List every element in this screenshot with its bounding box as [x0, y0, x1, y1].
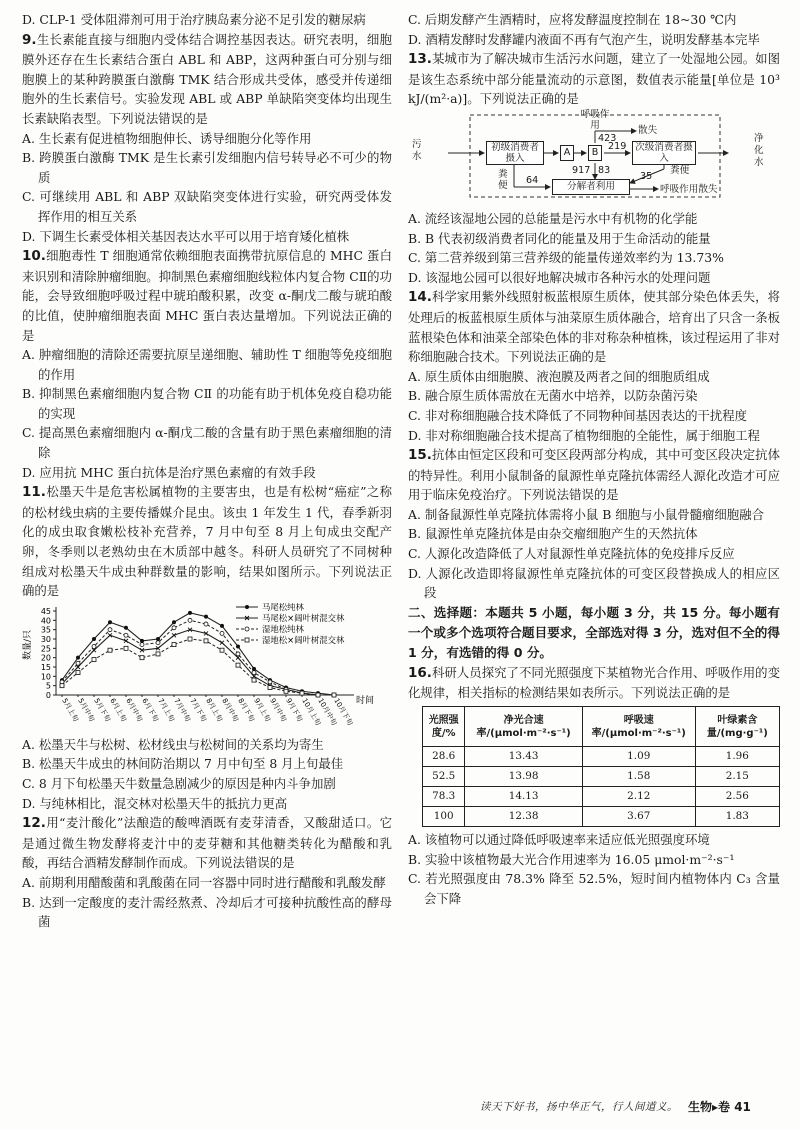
table-cell: 13.43 [465, 747, 582, 767]
data-point [124, 633, 128, 637]
value-83: 83 [598, 164, 611, 176]
left-column [22, 10, 392, 932]
y-tick-label: 10 [40, 672, 51, 682]
respiration-label: 呼吸作用 [580, 108, 610, 131]
node-a-label: A [563, 147, 571, 159]
legend-marker [245, 627, 249, 631]
data-point [316, 693, 320, 697]
table-cell: 2.15 [695, 767, 779, 787]
x-tick-label: 9月下旬 [284, 696, 304, 723]
population-line-chart [22, 603, 392, 733]
legend-marker [245, 605, 249, 609]
legend-label: 湿地松×阔叶树混交林 [262, 634, 345, 645]
data-point [188, 611, 192, 615]
x-tick-label: 8月上旬 [204, 696, 224, 723]
table-cell: 52.5 [423, 767, 465, 787]
option: C. 人源化改造降低了人对鼠源性单克隆抗体的免疫排斥反应 [408, 546, 735, 562]
option: C. 第二营养级到第三营养级的能量传递效率约为 13.73% [408, 250, 724, 266]
right-column [408, 10, 780, 908]
node-b-box [588, 145, 602, 161]
option: C. 非对称细胞融合技术降低了不同物种间基因表达的干扰程度 [408, 407, 748, 423]
option: B. 跨膜蛋白激酶 TMK 是生长素引发细胞内信号转导必不可少的物质 [22, 150, 392, 185]
x-tick-label: 5月上旬 [60, 696, 80, 723]
data-point [332, 693, 336, 697]
table-cell: 1.96 [695, 747, 779, 767]
data-point [172, 626, 176, 630]
question-12 [22, 813, 392, 932]
table-row [423, 787, 780, 807]
section-heading: 二、选择题：本题共 5 小题，每小题 3 分，共 15 分。每小题有一个或多个选项符合题目要求，全部选对得 3 分，选对但不全的得 1 分，有选错的得 0 分。 [408, 604, 780, 660]
legend-label: 马尾松×阔叶树混交林 [262, 612, 345, 623]
option: B. 达到一定酸度的麦汁需经熬煮、冷却后才可接种抗酸性高的酵母菌 [22, 894, 392, 930]
data-point [220, 624, 224, 628]
x-tick-label: 5月下旬 [92, 696, 112, 723]
y-tick-label: 20 [40, 653, 51, 663]
option: D. 下调生长素受体相关基因表达水平可以用于培育矮化植株 [22, 228, 350, 244]
table-cell: 2.56 [695, 787, 779, 807]
x-tick-label: 6月中旬 [124, 696, 144, 723]
x-tick-label: 8月下旬 [236, 696, 256, 723]
option: A. 流经该湿地公园的总能量是污水中有机物的化学能 [408, 210, 698, 226]
x-tick-label: 7月下旬 [188, 696, 208, 723]
table-cell: 12.38 [465, 807, 582, 827]
option: B. 抑制黑色素瘤细胞内复合物 CⅡ 的功能有助于机体免疫自稳功能的实现 [22, 386, 392, 421]
option: A. 原生质体由细胞膜、液泡膜及两者之间的细胞质组成 [408, 368, 710, 384]
question-stem: 生长素能直接与细胞内受体结合调控基因表达。研究表明，细胞膜外还存在生长素结合蛋白 ABL 和 ABP，这两种蛋白可分别与细胞膜上的某种跨膜蛋白激酶 TMK 结合形成共受体，感受并传递细胞外的生长素信号。实验发现 ABL 或 ABP 单缺陷突变体均出现生长素缺陷表型。下列说法错误的是 [22, 31, 392, 126]
legend-label: 马尾松纯林 [262, 602, 304, 612]
decomposer-box [552, 179, 630, 195]
y-tick-label: 25 [40, 644, 51, 654]
data-point [220, 631, 224, 635]
data-point [108, 620, 112, 624]
sewage-label: 污水 [412, 138, 422, 162]
data-point [188, 618, 192, 622]
y-tick-label: 35 [40, 625, 51, 635]
data-point [284, 689, 288, 693]
question-stem: 抗体由恒定区段和可变区段两部分构成，其中可变区段决定抗体的特异性。利用小鼠制备的鼠源性单克隆抗体需经人源化改造才可应用于临床免疫治疗。下列说法错误的是 [408, 447, 780, 503]
option: A. 制备鼠源性单克隆抗体需将小鼠 B 细胞与小鼠骨髓瘤细胞融合 [408, 506, 764, 522]
option: C. 提高黑色素瘤细胞内 α-酮戊二酸的含量有助于黑色素瘤细胞的清除 [22, 425, 392, 461]
data-point [204, 639, 208, 643]
table-row [423, 807, 780, 827]
y-tick-label: 30 [40, 634, 51, 644]
question-number: 16. [408, 664, 432, 681]
feces-label-1: 粪便 [498, 168, 508, 191]
table-header: 光照强度/% [423, 707, 465, 747]
question-number: 14. [408, 289, 432, 306]
option: C. 若光照强度由 78.3% 降至 52.5%，短时间内植物体内 C₃ 含量会下降 [408, 871, 780, 906]
question-stem: 用“麦汁酸化”法酿造的酸啤酒既有麦芽清香，又酸甜适口。它是通过微生物发酵将麦汁中的麦芽糖和其他糖类转化为醋酸和乳酸，再结合酒精发酵制作而成。下列说法错误的是 [22, 815, 392, 871]
dissipate-label: 散失 [638, 124, 658, 136]
data-point [92, 637, 96, 641]
table-cell: 1.58 [582, 767, 695, 787]
option: A. 生长素有促进植物细胞伸长、诱导细胞分化等作用 [22, 130, 312, 146]
table-cell: 1.83 [695, 807, 779, 827]
legend-label: 湿地松纯林 [262, 623, 304, 634]
data-point [124, 626, 128, 630]
feces-label-2: 粪便 [670, 164, 690, 176]
data-point [252, 670, 256, 674]
question-number: 13. [408, 51, 432, 68]
primary-consumer-label: 初级消费者摄入 [491, 141, 539, 164]
page-footer [480, 1096, 780, 1120]
q12-option-d: D. 酒精发酵时发酵罐内液面不再有气泡产生，说明发酵基本完毕 [408, 31, 760, 47]
question-16 [408, 663, 780, 909]
question-15 [408, 445, 780, 603]
value-35: 35 [640, 170, 653, 182]
option: D. 人源化改造即将鼠源性单克隆抗体的可变区段替换成人的相应区段 [408, 565, 780, 601]
question-number: 9. [22, 31, 37, 48]
option: D. 该湿地公园可以很好地解决城市各种污水的处理问题 [408, 269, 711, 285]
data-point [60, 683, 64, 687]
question-9 [22, 30, 392, 247]
table-header-row [423, 707, 780, 747]
data-point [204, 622, 208, 626]
question-stem: 科研人员探究了不同光照强度下某植物光合作用、呼吸作用的变化规律，相关指标的检测结果如表所示。下列说法正确的是 [408, 664, 780, 701]
data-point [268, 680, 272, 684]
y-tick-label: 0 [45, 690, 51, 700]
data-point [220, 648, 224, 652]
x-tick-label: 8月中旬 [220, 696, 240, 723]
option: A. 肿瘤细胞的清除还需要抗原呈递细胞、辅助性 T 细胞等免疫细胞的作用 [22, 347, 392, 382]
option: B. 融合原生质体需放在无菌水中培养，以防杂菌污染 [408, 388, 698, 404]
x-tick-label: 10月中旬 [316, 696, 339, 727]
option: B. B 代表初级消费者同化的能量及用于生命活动的能量 [408, 230, 711, 246]
y-axis-label: 数量/只 [23, 629, 33, 660]
data-point [236, 652, 240, 656]
option: D. 应用抗 MHC 蛋白抗体是治疗黑色素瘤的有效手段 [22, 464, 316, 480]
table-cell: 28.6 [423, 747, 465, 767]
y-tick-label: 40 [40, 616, 51, 626]
data-point [92, 657, 96, 661]
x-tick-label: 10月上旬 [300, 696, 323, 727]
option: D. 非对称细胞融合技术提高了植物细胞的全能性，属于细胞工程 [408, 427, 760, 443]
x-tick-label: 9月上旬 [252, 696, 272, 723]
question-stem: 某城市为了解决城市生活污水问题，建立了一处湿地公园。如图是该生态系统中部分能量流动的示意图，数值表示能量[单位是 10³ kJ/(m²·a)]。下列说法正确的是 [408, 51, 780, 107]
data-point [300, 691, 304, 695]
data-point [172, 620, 176, 624]
node-a-box [560, 145, 574, 161]
option: A. 前期利用醋酸菌和乳酸菌在同一容器中同时进行醋酸和乳酸发酵 [22, 874, 386, 890]
data-point [172, 642, 176, 646]
decomposer-label: 分解者利用 [567, 181, 615, 193]
question-stem: 细胞毒性 T 细胞通常依赖细胞表面携带抗原信息的 MHC 蛋白来识别和清除肿瘤细胞。抑制黑色素瘤细胞线粒体内复合物 CⅡ的功能，会导致细胞呼吸过程中琥珀酸积累，改变 α-酮戊二酸与琥珀酸的比值，使肿瘤细胞表面 MHC 蛋白表达量增加。下列说法正确的是 [22, 248, 392, 343]
data-point [236, 663, 240, 667]
series-line [62, 639, 334, 695]
option: B. 实验中该植物最大光合作用速率为 16.05 μmol·m⁻²·s⁻¹ [408, 851, 735, 867]
y-tick-label: 5 [45, 681, 51, 691]
table-cell: 2.12 [582, 787, 695, 807]
table-cell: 100 [423, 807, 465, 827]
secondary-consumer-label: 次级消费者摄入 [635, 141, 693, 164]
value-423: 423 [598, 132, 617, 144]
question-number: 12. [22, 815, 46, 832]
x-tick-label: 7月上旬 [156, 696, 176, 723]
question-number: 11. [22, 484, 46, 501]
option: A. 该植物可以通过降低呼吸速率来适应低光照强度环境 [408, 832, 710, 848]
table-cell: 14.13 [465, 787, 582, 807]
data-point [252, 678, 256, 682]
question-11 [22, 482, 392, 813]
option: B. 松墨天牛成虫的林间防治期以 7 月中旬至 8 月上旬最佳 [22, 756, 344, 772]
option: C. 可继续用 ABL 和 ABP 双缺陷突变体进行实验，研究两受体发挥作用的相互关系 [22, 189, 392, 224]
data-point [156, 652, 160, 656]
chart-svg [22, 603, 392, 733]
q12-option-c: C. 后期发酵产生酒精时，应将发酵温度控制在 18~30 ℃内 [408, 12, 737, 27]
table-header: 净光合速率/(μmol·m⁻²·s⁻¹) [465, 707, 582, 747]
x-tick-label: 5月中旬 [76, 696, 96, 723]
data-point [108, 648, 112, 652]
clean-water-label: 净化水 [754, 132, 764, 168]
option: B. 鼠源性单克隆抗体是由杂交瘤细胞产生的天然抗体 [408, 526, 698, 542]
x-tick-label: 9月中旬 [268, 696, 288, 723]
q8-option-d: D. CLP-1 受体阻滞剂可用于治疗胰岛素分泌不足引发的糖尿病 [22, 12, 366, 27]
secondary-consumer-box [632, 141, 696, 165]
primary-consumer-box [486, 141, 544, 165]
table-header: 呼吸速率/(μmol·m⁻²·s⁻¹) [582, 707, 695, 747]
respiration-dissipate-label: 呼吸作用散失 [660, 183, 718, 195]
question-14 [408, 287, 780, 445]
data-point [76, 670, 80, 674]
footer-subject-page: 生物▸卷 41 [688, 1100, 751, 1115]
data-point [76, 655, 80, 659]
y-tick-label: 15 [40, 662, 51, 672]
data-point [76, 661, 80, 665]
x-tick-label: 6月上旬 [108, 696, 128, 723]
question-10 [22, 246, 392, 482]
question-stem: 科学家用紫外线照射板蓝根原生质体，使其部分染色体丢失，将处理后的板蓝根原生质体与油菜原生质体融合，培育出了只含一条板蓝根染色体和油菜全部染色体的非对称杂种植株，该过程运用了非对称细胞融合技术。下列说法正确的是 [408, 289, 780, 365]
option: D. 与纯林相比，混交林对松墨天牛的抵抗力更高 [22, 795, 288, 811]
value-917: 917 [572, 164, 591, 176]
table-cell: 3.67 [582, 807, 695, 827]
data-point [156, 641, 160, 645]
x-tick-label: 10月下旬 [332, 696, 355, 727]
question-13 [408, 49, 780, 287]
data-point [268, 685, 272, 689]
question-number: 10. [22, 248, 46, 265]
x-tick-label: 6月下旬 [140, 696, 160, 723]
footer-motto: 读天下好书，扬中华正气，行人间道义。 [480, 1101, 678, 1114]
question-stem: 松墨天牛是危害松属植物的主要害虫，也是有松树“癌症”之称的松材线虫病的主要传播媒介昆虫。该虫 1 年发生 1 代，春季新羽化的成虫取食嫩松枝补充营养，7 月中旬至 8 月上旬成虫交配产卵，冬季则以老熟幼虫在木质部中越冬。科研人员研究了不同树种组成对松墨天牛成虫种群数量的影响，结果如图所示。下列说法正确的是 [22, 484, 392, 599]
x-axis-label: 时间 [356, 695, 375, 706]
energy-flow-diagram [408, 109, 780, 209]
data-point [188, 637, 192, 641]
table-header: 叶绿素含量/(mg·g⁻¹) [695, 707, 779, 747]
legend-marker [245, 638, 249, 642]
table-cell: 13.98 [465, 767, 582, 787]
table-row [423, 767, 780, 787]
results-table [422, 706, 780, 827]
table-cell: 78.3 [423, 787, 465, 807]
data-point [92, 644, 96, 648]
data-point [236, 644, 240, 648]
data-point [140, 642, 144, 646]
value-219: 219 [608, 140, 627, 152]
x-tick-label: 7月中旬 [172, 696, 192, 723]
node-b-label: B [591, 147, 599, 159]
y-tick-label: 45 [40, 606, 51, 616]
table-cell: 1.09 [582, 747, 695, 767]
value-64: 64 [526, 174, 539, 186]
option: A. 松墨天牛与松树、松材线虫与松树间的关系均为寄生 [22, 736, 324, 752]
data-point [108, 627, 112, 631]
data-point [140, 655, 144, 659]
data-point [124, 646, 128, 650]
question-number: 15. [408, 447, 432, 464]
data-point [204, 614, 208, 618]
option: C. 8 月下旬松墨天牛数量急剧减少的原因是种内斗争加剧 [22, 776, 336, 791]
table-row [423, 747, 780, 767]
